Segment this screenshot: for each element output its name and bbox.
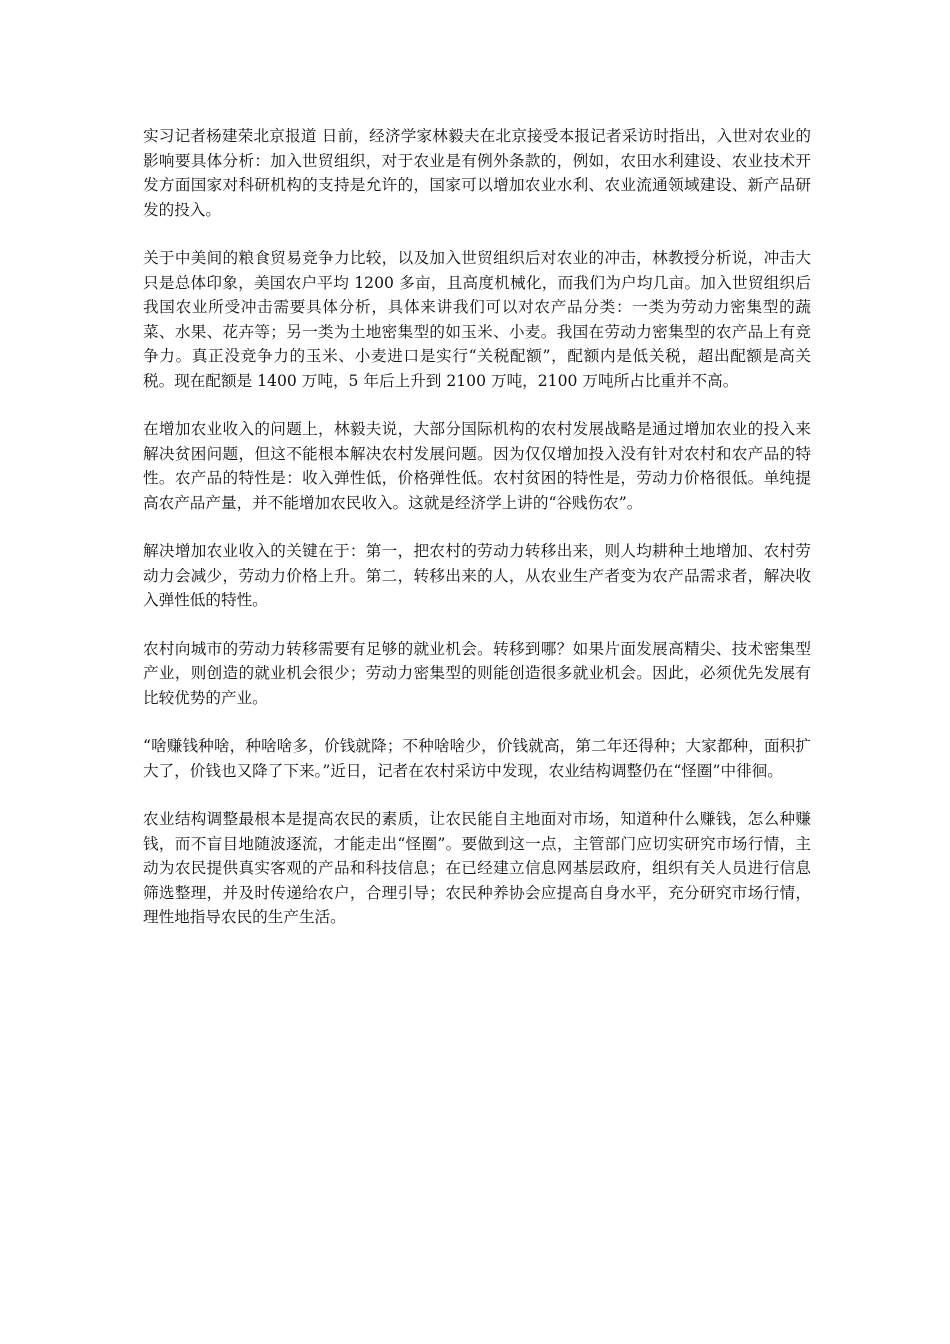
paragraph-2: 关于中美间的粮食贸易竞争力比较，以及加入世贸组织后对农业的冲击，林教授分析说，冲击大只是总体印象，美国农户平均 1200 多亩，且高度机械化，而我们为户均几亩。加入世贸组织后我国农业所受冲击需要具体分析，具体来讲我们可以对农产品分类：一类为劳动力密集型的蔬菜、水果、花卉等；另一类为土地密集型的如玉米、小麦。我国在劳动力密集型的农产品上有竞争力。真正没竞争力的玉米、小麦进口是实行“关税配额”，配额内是低关税，超出配额是高关税。现在配额是 1400 万吨，5 年后上升到 2100 万吨，2100 万吨所占比重并不高。 — [143, 249, 811, 390]
paragraph-5: 农村向城市的劳动力转移需要有足够的就业机会。转移到哪？如果片面发展高精尖、技术密集型产业，则创造的就业机会很少；劳动力密集型的则能创造很多就业机会。因此，必须优先发展有比较优势的产业。 — [143, 639, 811, 707]
article-body — [143, 124, 811, 954]
paragraph-4: 解决增加农业收入的关键在于：第一，把农村的劳动力转移出来，则人均耕种土地增加、农村劳动力会减少，劳动力价格上升。第二，转移出来的人，从农业生产者变为农产品需求者，解决收入弹性低的特性。 — [143, 542, 811, 609]
paragraph-6: “啥赚钱种啥，种啥啥多，价钱就降；不种啥啥少，价钱就高，第二年还得种；大家都种，面积扩大了，价钱也又降了下来。”近日，记者在农村采访中发现，农业结构调整仍在“怪圈”中徘徊。 — [143, 737, 811, 780]
paragraph-3: 在增加农业收入的问题上，林毅夫说，大部分国际机构的农村发展战略是通过增加农业的投入来解决贫困问题，但这不能根本解决农村发展问题。因为仅仅增加投入没有针对农村和农产品的特性。农产品的特性是：收入弹性低，价格弹性低。农村贫困的特性是，劳动力价格很低。单纯提高农产品产量，并不能增加农民收入。这就是经济学上讲的“谷贱伤农”。 — [143, 420, 811, 512]
paragraph-7: 农业结构调整最根本是提高农民的素质，让农民能自主地面对市场，知道种什么赚钱，怎么种赚钱，而不盲目地随波逐流，才能走出“怪圈”。要做到这一点，主管部门应切实研究市场行情，主动为农民提供真实客观的产品和科技信息；在已经建立信息网基层政府，组织有关人员进行信息筛选整理，并及时传递给农户，合理引导；农民种养协会应提高自身水平，充分研究市场行情，理性地指导农民的生产生活。 — [143, 810, 811, 926]
paragraph-1: 实习记者杨建荣北京报道 日前，经济学家林毅夫在北京接受本报记者采访时指出，入世对农业的影响要具体分析：加入世贸组织，对于农业是有例外条款的，例如，农田水利建设、农业技术开发方面国家对科研机构的支持是允许的，国家可以增加农业水利、农业流通领域建设、新产品研发的投入。 — [143, 127, 811, 219]
